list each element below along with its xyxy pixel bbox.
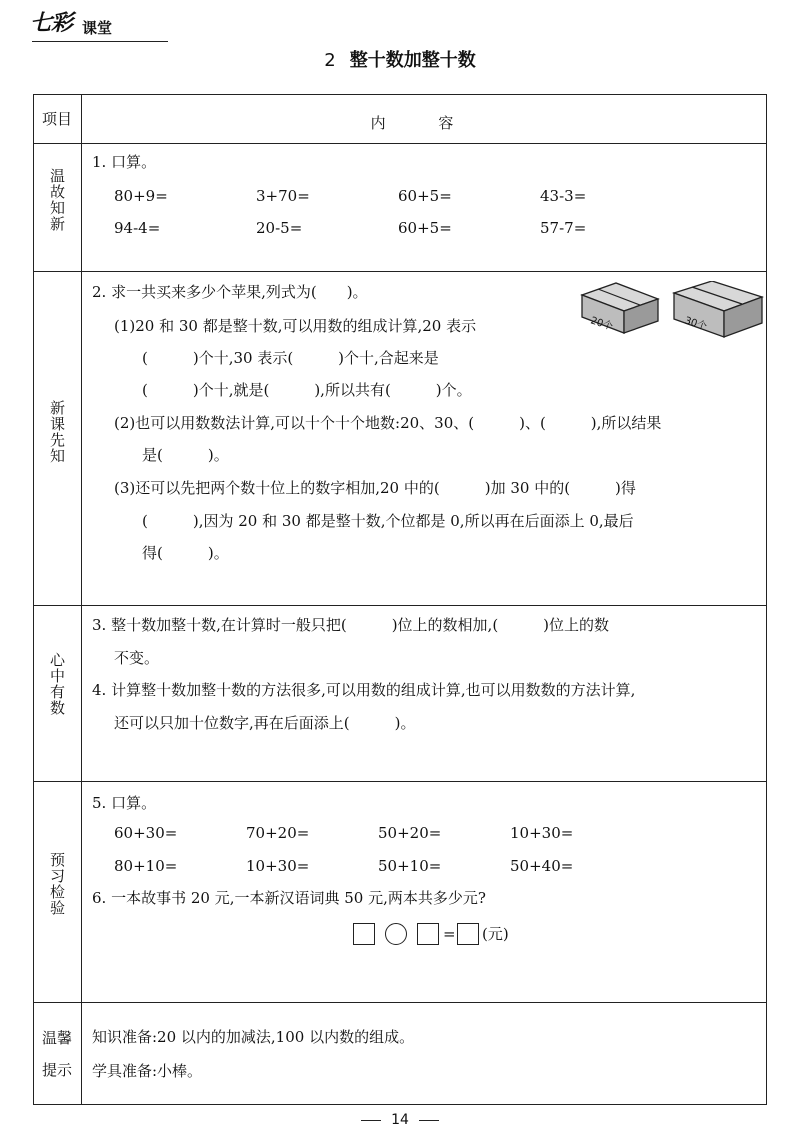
tip-tools: 学具准备:小棒。 bbox=[92, 1062, 203, 1080]
q1-item: 3+70= bbox=[256, 187, 310, 205]
lesson-title: 整十数加整十数 bbox=[349, 50, 476, 71]
q5-item: 80+10= bbox=[114, 857, 178, 875]
q1-item: 43-3= bbox=[540, 187, 587, 205]
p1-line2: ( )个十,30 表示( )个十,合起来是 bbox=[142, 349, 439, 367]
q3-line2: 不变。 bbox=[114, 649, 160, 667]
lesson-number: 2 bbox=[324, 50, 336, 71]
answer-box-1[interactable] bbox=[353, 923, 375, 945]
q3-line1: 3. 整十数加整十数,在计算时一般只把( )位上的数相加,( )位上的数 bbox=[92, 616, 610, 634]
row-divider-preview bbox=[33, 1002, 767, 1003]
answer-box-result[interactable] bbox=[457, 923, 479, 945]
row-divider-summary bbox=[33, 781, 767, 782]
q1-item: 20-5= bbox=[256, 219, 303, 237]
q2-text: 2. 求一共买来多少个苹果,列式为( )。 bbox=[92, 283, 368, 301]
p3-line1: (3)还可以先把两个数十位上的数字相加,20 中的( )加 30 中的( )得 bbox=[114, 479, 636, 497]
worksheet-table bbox=[33, 94, 767, 1105]
row-divider-head bbox=[33, 143, 767, 144]
q1-item: 57-7= bbox=[540, 219, 587, 237]
q5-title: 5. 口算。 bbox=[92, 794, 157, 812]
unit-label: (元) bbox=[482, 925, 509, 943]
section-label-preview: 预习检验 bbox=[48, 852, 66, 916]
q5-item: 60+30= bbox=[114, 824, 178, 842]
tip-knowledge: 知识准备:20 以内的加减法,100 以内数的组成。 bbox=[92, 1028, 415, 1046]
q5-item: 50+20= bbox=[378, 824, 442, 842]
row-divider-newlesson bbox=[33, 605, 767, 606]
q1-item: 80+9= bbox=[114, 187, 168, 205]
row-divider-review bbox=[33, 271, 767, 272]
page-footer bbox=[0, 1112, 800, 1128]
q6-text: 6. 一本故事书 20 元,一本新汉语词典 50 元,两本共多少元? bbox=[92, 889, 486, 907]
q4-line2: 还可以只加十位数字,再在后面添上( )。 bbox=[114, 714, 416, 732]
p1-line3: ( )个十,就是( ),所以共有( )个。 bbox=[142, 381, 472, 399]
header-rule bbox=[32, 41, 168, 42]
footer-dash-left bbox=[361, 1120, 381, 1121]
section-label-review: 温故知新 bbox=[48, 168, 66, 232]
p3-line3: 得( )。 bbox=[142, 544, 229, 562]
section-label-tips-2: 提示 bbox=[41, 1061, 72, 1079]
apple-box-30 bbox=[674, 281, 762, 337]
page-number: 14 bbox=[391, 1112, 409, 1128]
q1-item: 60+5= bbox=[398, 219, 452, 237]
q1-item: 60+5= bbox=[398, 187, 452, 205]
p2-line1: (2)也可以用数数法计算,可以十个十个地数:20、30、( )、( ),所以结果 bbox=[114, 414, 662, 432]
q1-title: 1. 口算。 bbox=[92, 153, 157, 171]
footer-dash-right bbox=[419, 1120, 439, 1121]
p2-line2: 是( )。 bbox=[142, 446, 229, 464]
q5-item: 10+30= bbox=[246, 857, 310, 875]
section-label-tips-1: 温馨 bbox=[41, 1029, 72, 1047]
section-label-newlesson: 新课先知 bbox=[48, 400, 66, 464]
column-divider bbox=[81, 94, 82, 1105]
equals-sign: = bbox=[443, 925, 456, 943]
brand-name: 七彩 bbox=[30, 11, 73, 36]
box-label-30: 30个 bbox=[683, 315, 709, 333]
q5-item: 10+30= bbox=[510, 824, 574, 842]
operator-circle[interactable] bbox=[385, 923, 407, 945]
brand-logo bbox=[30, 10, 140, 42]
section-label-summary: 心中有数 bbox=[48, 652, 66, 716]
box-label-20: 20个 bbox=[589, 315, 615, 333]
answer-box-2[interactable] bbox=[417, 923, 439, 945]
p3-line2: ( ),因为 20 和 30 都是整十数,个位都是 0,所以再在后面添上 0,最后 bbox=[142, 512, 634, 530]
brand-sub: 课堂 bbox=[82, 19, 113, 37]
apple-boxes-illustration bbox=[578, 281, 768, 341]
q1-item: 94-4= bbox=[114, 219, 161, 237]
page-title bbox=[0, 46, 800, 72]
header-content-label: 内 容 bbox=[370, 114, 478, 132]
q5-item: 50+10= bbox=[378, 857, 442, 875]
q5-item: 70+20= bbox=[246, 824, 310, 842]
q4-line1: 4. 计算整十数加整十数的方法很多,可以用数的组成计算,也可以用数数的方法计算, bbox=[92, 681, 636, 699]
apple-box-20 bbox=[582, 283, 658, 333]
p1-line1: (1)20 和 30 都是整十数,可以用数的组成计算,20 表示 bbox=[114, 317, 477, 335]
q5-item: 50+40= bbox=[510, 857, 574, 875]
header-item-label: 项目 bbox=[41, 110, 72, 128]
